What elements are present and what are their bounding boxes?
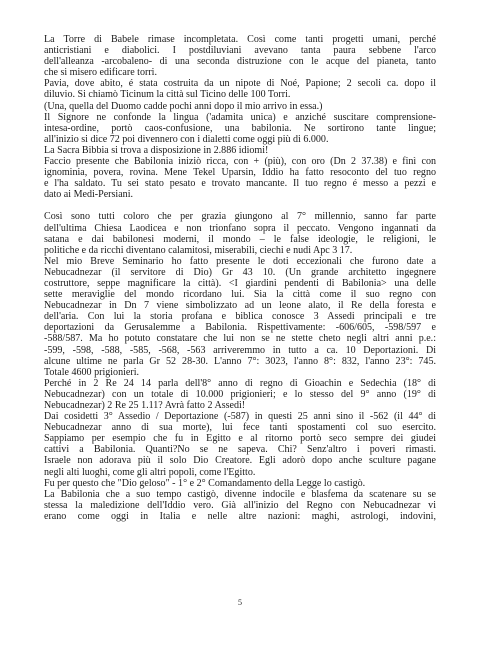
text-line: Pavia, dove abito, é stata costruita da un nipote di Noé, Papione; 2 secoli ca. dopo il: [44, 78, 436, 90]
text-line: (Una, quella del Duomo cadde pochi anni dopo il mio arrivo in essa.): [44, 100, 323, 112]
text-line: stessa la maledizione dell'Iddio vero. Già all'inizio del Regno con Nebucadnezar vi: [44, 499, 436, 511]
text-line: Nebucadnezar in Dn 7 viene simbolizzato ad un leone alato, il Re della foresta e: [44, 300, 436, 312]
text-line: Il Signore ne confonde la lingua ('adamita unica) e anziché suscitare comprensione-: [44, 111, 436, 123]
text-line: e l'ha saldato. Tu sei stato pesato e trovato mancante. Il tuo regno é messo a pezzi e: [44, 178, 436, 190]
text-line: Sappiamo per esempio che fu in Egitto e al ritorno portò seco sempre dei giudei: [44, 433, 436, 445]
text-line: Totale 4600 prigionieri.: [44, 366, 139, 378]
text-line: Così sono tutti coloro che per grazia giungono al 7° millennio, sanno far parte: [44, 211, 436, 223]
text-line: Israele non adorava più il solo Dio Creatore. Egli adorò dopo anche sculture pagane: [44, 455, 436, 467]
text-line: dell'ultima Chiesa Laodicea e non trionfano sopra il peccato. Vengono ingannati da: [44, 222, 436, 234]
text-line: che si misero edificare torri.: [44, 67, 157, 79]
text-line: Dai cosidetti 3° Assedio / Deportazione (-587) in questi 25 anni sino il -562 (il 44° di: [44, 411, 436, 423]
text-line: diluvio. Si chiamò Ticinum la città sul Ticino delle 100 Torri.: [44, 89, 291, 101]
text-line: Fu per questo che "Dio geloso" - 1° e 2° Comandamento della Legge lo castigò.: [44, 477, 366, 489]
text-line: all'inizio si dice 72 poi divennero con i dialetti come oggi più di 6.000.: [44, 133, 329, 145]
body-text: [44, 34, 436, 522]
text-line: La Torre di Babele rimase incompletata. Così come tanti progetti umani, perché: [44, 34, 436, 45]
text-line: negli alti luoghi, come gli altri popoli, come l'Egitto.: [44, 466, 256, 478]
text-line: Nel mio Breve Seminario ho fatto presente le doti eccezionali che furono date a: [44, 255, 436, 267]
text-line: Perché in 2 Re 24 14 parla dell'8° anno di regno di Gioachin e Sedechia (18° di: [44, 377, 436, 389]
text-line: erano come oggi in Italia e nelle altre nazioni: maghi, astrologi, indovini,: [44, 510, 436, 522]
text-line: dell'aria. Con lui la storia profana e biblica conosce 3 Assedi principali e tre: [44, 311, 436, 323]
text-line: Nebucadnezar) 2 Re 25 1.11? Avrà fatto 2 Assedi!: [44, 400, 246, 411]
text-line: cattivi a Babilonia. Quanti?No se ne sapeva. Chi? Senz'altro i poveri rimasti.: [44, 444, 436, 456]
text-line: La Sacra Bibbia si trova a disposizione in 2.886 idiomi!: [44, 144, 269, 156]
text-line: deportazioni da Gerusalemme a Babilonia. Rispettivamente: -606/605, -598/597 e: [44, 322, 436, 334]
text-line: Faccio presente che Babilonia iniziò ricca, con + (più), con oro (Dn 2 37.38) e finì con: [44, 156, 436, 168]
text-line: dato ai Medi-Persiani.: [44, 189, 134, 201]
paragraph-gap: [44, 200, 436, 211]
text-line: -588/587. Ma ho potuto constatare che lui non se ne stette cheto negli altri anni p.e.:: [44, 333, 436, 345]
text-line: satana e dai babilonesi moderni, il mondo – le false ideologie, le religioni, le: [44, 233, 436, 245]
text-line: Nebucadnezar) con un totale di 10.000 prigionieri; e lo stesso del 9° anno (19° di: [44, 388, 436, 400]
text-line: anticristiani e diabolici. I postdiluviani avevano tanta paura sebbene l'arco: [44, 45, 436, 57]
text-line: politiche e da ricchi diventano calamitosi, miserabili, ciechi e nudi Apc 3 17.: [44, 244, 353, 256]
text-line: Nebucadnezar (il servitore di Dio) Gr 43 10. (Un grande architetto ingegnere: [44, 266, 436, 278]
text-line: La Babilonia che a suo tempo castigò, divenne indocile e blasfema da scatenare su se: [44, 488, 436, 500]
text-line: alcune ultime ne parla Gr 52 28-30. L'anno 7°: 3023, l'anno 8°: 832, l'anno 23°: 745.: [44, 355, 436, 367]
text-line: intesa-ordine, portò caos-confusione, una babilonia. Ne sortirono tante lingue;: [44, 122, 436, 134]
page-number: 5: [238, 598, 242, 607]
text-line: costruttore, seppe magnificare la città). <I giardini pendenti di Babilonia> una delle: [44, 277, 436, 289]
text-line: ignominia, povera, rovina. Mene Tekel Uparsin, Iddio ha fatto resoconto del tuo regno: [44, 167, 436, 179]
text-line: Nebucadnezar anno di sua morte), lui fece tanti spostamenti col suo esercito.: [44, 422, 436, 434]
text-line: dell'alleanza -arcobaleno- di una seconda distruzione con le acque del pianeta, tanto: [44, 56, 436, 68]
text-line: -599, -598, -588, -585, -568, -563 arriveremmo in tutto a ca. 10 Deportazioni. Di: [44, 344, 436, 356]
text-line: sette meraviglie del mondo ricordano lui. Sia la città come il suo regno con: [44, 289, 436, 301]
